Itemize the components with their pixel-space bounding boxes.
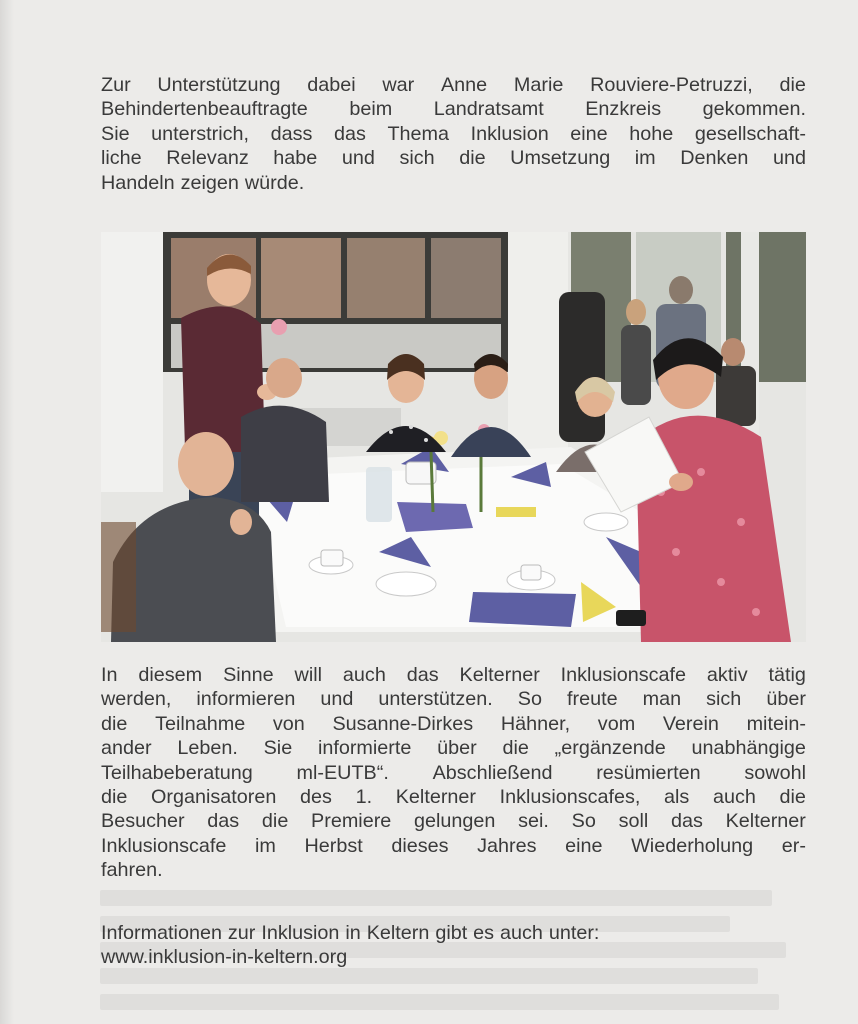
text-line	[101, 736, 806, 760]
word: Marie	[513, 74, 564, 96]
word: hohe	[629, 122, 674, 145]
word: die	[779, 786, 806, 809]
word: unterstützen.	[378, 688, 493, 711]
word: liche	[101, 147, 142, 170]
word: des	[300, 786, 332, 809]
word: dieses	[391, 834, 449, 857]
word: habe	[273, 147, 318, 170]
word: im	[254, 834, 276, 857]
word: Thema	[387, 122, 450, 145]
text-line	[101, 761, 806, 785]
text-line	[101, 858, 806, 882]
text-line	[101, 921, 806, 945]
word: informieren	[196, 688, 296, 711]
word: Informationen	[101, 922, 222, 944]
word: Herbst	[304, 834, 363, 857]
word: dass	[270, 122, 313, 145]
word: würde.	[244, 171, 305, 194]
word: auch	[500, 922, 543, 944]
word: die	[101, 786, 128, 809]
word: eine	[565, 834, 603, 857]
word: Enzkreis	[585, 98, 662, 121]
word: 1.	[355, 786, 373, 809]
word: eine	[570, 122, 608, 145]
word: in	[345, 922, 361, 944]
word: sich	[399, 147, 435, 170]
word: Premiere	[311, 810, 392, 833]
word: Kelterner	[459, 664, 540, 686]
text-line	[101, 663, 806, 687]
text-line	[101, 97, 806, 121]
word: mitein-	[746, 712, 806, 735]
word: Sie	[101, 122, 130, 145]
paragraph-inclusion-cafe	[101, 663, 806, 883]
text-line	[101, 171, 806, 195]
word: gibt	[435, 922, 468, 944]
word: Inklusionscafe	[560, 664, 687, 686]
word: Handeln	[101, 171, 175, 194]
word: sei.	[518, 810, 549, 833]
word: ml-EUTB“.	[296, 761, 389, 784]
word: werden,	[101, 688, 172, 711]
word: Rouviere-Petruzzi,	[590, 74, 753, 96]
word: Inklusion	[261, 922, 340, 944]
word: im	[634, 147, 656, 170]
word: informierte	[317, 737, 412, 760]
text-line	[101, 73, 806, 97]
word: Abschließend	[432, 761, 553, 784]
word: war	[382, 74, 415, 96]
word: aktiv	[706, 664, 748, 686]
word: Sie	[263, 737, 293, 760]
word: Landratsamt	[433, 98, 544, 121]
word: Sinne	[223, 664, 274, 686]
word: unterstrich,	[151, 122, 250, 145]
word: Behindertenbeauftragte	[101, 98, 308, 121]
word: Kelterner	[395, 786, 476, 809]
word: dabei	[307, 74, 356, 96]
word: auch	[712, 786, 756, 809]
word: Kelterner	[725, 810, 806, 833]
word: das	[333, 122, 366, 145]
word: die	[459, 147, 486, 170]
text-line	[101, 785, 806, 809]
word: tätig	[768, 664, 806, 686]
word: über	[437, 737, 477, 760]
paragraph-information	[101, 921, 806, 970]
word: Organisatoren	[151, 786, 277, 809]
word: sowohl	[744, 761, 806, 784]
word: Inklusion	[470, 122, 549, 145]
word: fahren.	[101, 859, 163, 882]
word: Verein	[662, 712, 719, 735]
word: gekommen.	[702, 98, 806, 121]
word: Inklusionscafe	[101, 834, 227, 857]
website-link[interactable]	[101, 945, 806, 969]
word: soll	[618, 810, 649, 833]
word: Teilnahme	[155, 712, 246, 735]
word: Zur	[101, 74, 131, 96]
word: als	[664, 786, 690, 809]
word: Inklusionscafes,	[499, 786, 641, 809]
text-line	[101, 809, 806, 833]
word: Hähner,	[500, 712, 571, 735]
text-line	[101, 122, 806, 146]
text-line	[101, 687, 806, 711]
word: er-	[781, 834, 806, 857]
word: die	[261, 810, 289, 833]
word: über	[766, 688, 806, 711]
word: So	[571, 810, 596, 833]
word: Leben.	[177, 737, 238, 760]
word: Denken	[680, 147, 749, 170]
text-line	[101, 712, 806, 736]
word: Wiederholung	[631, 834, 754, 857]
word: man	[642, 688, 682, 711]
word: Teilhabeberatung	[101, 761, 253, 784]
word: gesellschaft-	[694, 122, 806, 145]
word: ander	[101, 737, 152, 760]
word: beim	[349, 98, 393, 121]
event-photo	[101, 232, 806, 642]
word: die	[779, 74, 806, 96]
word: www.inklusion-in-keltern.org	[101, 946, 348, 969]
event-photo-illustration	[101, 232, 806, 642]
word: das	[207, 810, 240, 833]
word: Anne	[440, 74, 488, 96]
word: es	[473, 922, 495, 944]
word: und	[320, 688, 354, 711]
word: auch	[342, 664, 386, 686]
word: resümierten	[596, 761, 701, 784]
text-line	[101, 146, 806, 170]
word: unabhängige	[691, 737, 806, 760]
word: Relevanz	[166, 147, 249, 170]
word: zeigen	[180, 171, 239, 194]
word: das	[406, 664, 439, 686]
word: In	[101, 664, 118, 686]
word: Susanne-Dirkes	[332, 712, 474, 735]
word: das	[670, 810, 703, 833]
text-line	[101, 834, 806, 858]
word: und	[341, 147, 375, 170]
word: unter:	[548, 922, 600, 944]
word: und	[772, 147, 806, 170]
word: gelungen	[414, 810, 496, 833]
word: So	[517, 688, 542, 711]
paragraph-support	[101, 73, 806, 195]
word: Umsetzung	[510, 147, 611, 170]
word: „ergänzende	[554, 737, 666, 760]
word: sich	[706, 688, 742, 711]
word: Besucher	[101, 810, 185, 833]
page-edge	[0, 0, 14, 1024]
word: freute	[567, 688, 618, 711]
word: vom	[597, 712, 636, 735]
word: die	[502, 737, 529, 760]
word: die	[101, 712, 128, 735]
word: diesem	[138, 664, 203, 686]
word: von	[272, 712, 305, 735]
word: zur	[227, 922, 256, 944]
word: will	[294, 664, 323, 686]
word: Keltern	[366, 922, 430, 944]
word: Jahres	[477, 834, 537, 857]
word: Unterstützung	[157, 74, 281, 96]
